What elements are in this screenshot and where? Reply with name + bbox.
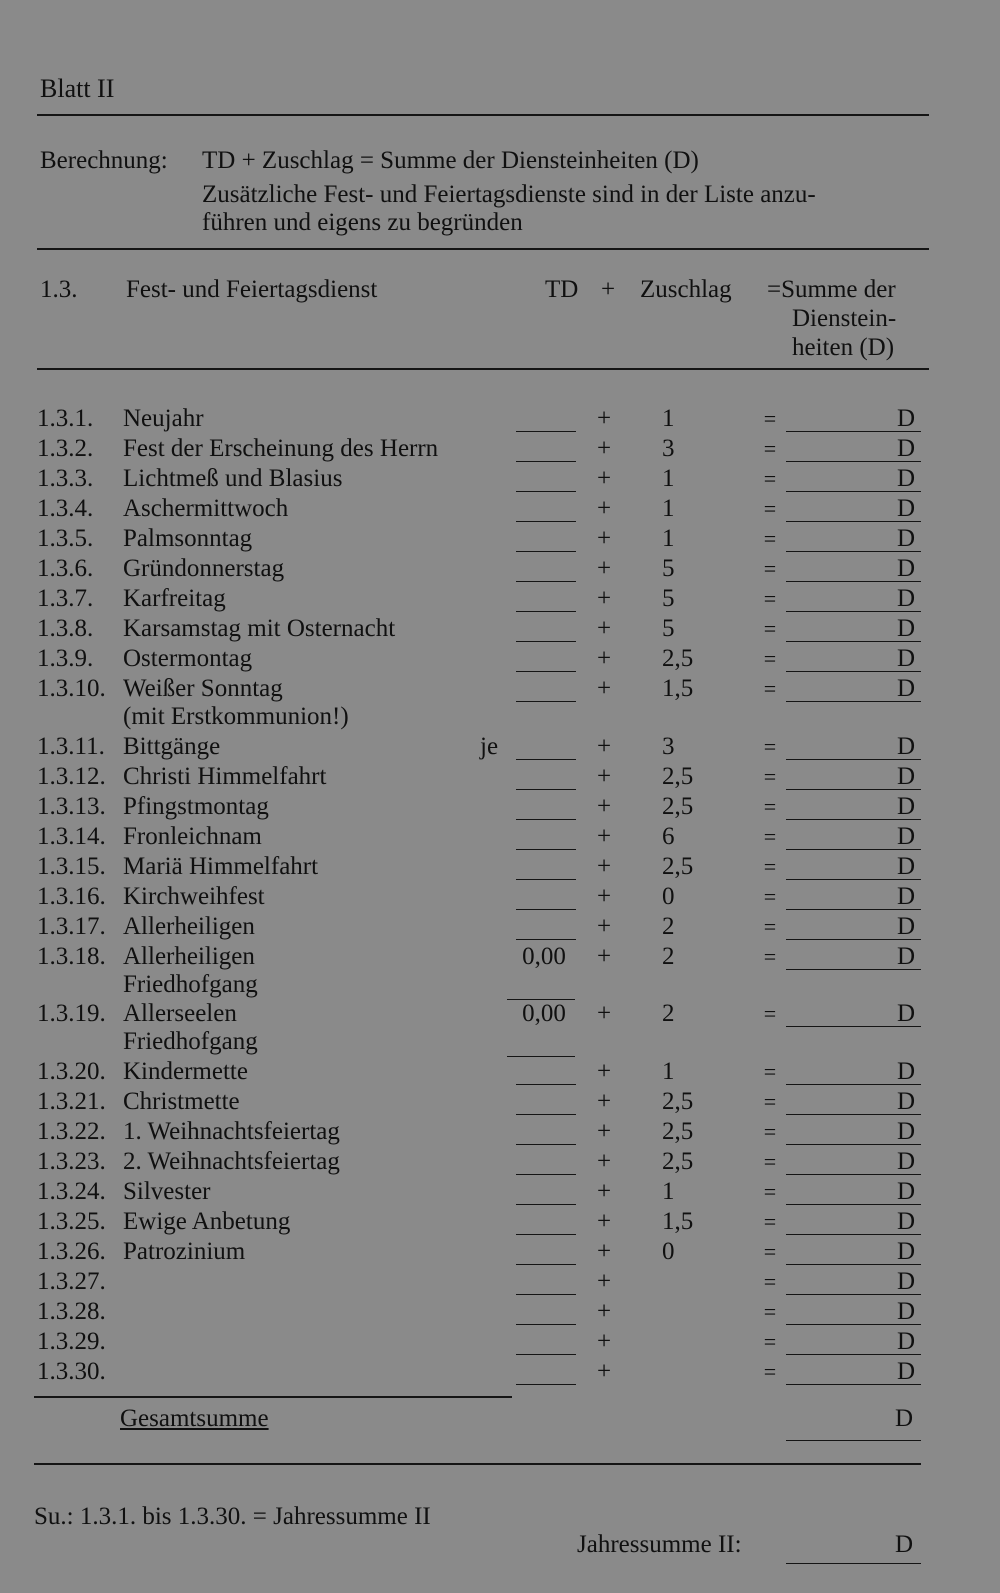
- zuschlag-value: 2,5: [662, 1088, 694, 1115]
- divider: [37, 248, 929, 250]
- row-number: 1.3.13.: [37, 793, 106, 820]
- row-label: Bittgänge: [123, 733, 221, 760]
- sum-input-field[interactable]: [786, 789, 921, 790]
- row-label: 1. Weihnachtsfeiertag: [123, 1118, 340, 1145]
- section-number: 1.3.: [40, 276, 78, 303]
- divider: [37, 114, 929, 116]
- equals-sign: =: [763, 526, 777, 551]
- equals-sign: =: [763, 884, 777, 909]
- table-row: [0, 494, 1000, 524]
- row-label: Allerheiligen: [123, 943, 255, 970]
- row-number: 1.3.23.: [37, 1148, 106, 1175]
- sum-input-field[interactable]: [786, 491, 921, 492]
- td-input-field[interactable]: [516, 879, 576, 880]
- table-row: [0, 792, 1000, 822]
- table-row: [0, 584, 1000, 614]
- table-row: [0, 762, 1000, 792]
- row-number: 1.3.21.: [37, 1088, 106, 1115]
- td-input-field[interactable]: [516, 1174, 576, 1175]
- sum-input-field[interactable]: [786, 969, 921, 970]
- equals-sign: =: [763, 1149, 777, 1174]
- sum-input-field[interactable]: [786, 1174, 921, 1175]
- td-input-field[interactable]: [516, 1354, 576, 1355]
- unit-label: D: [896, 435, 915, 462]
- td-input-field[interactable]: [516, 909, 576, 910]
- divider: [34, 1396, 512, 1398]
- row-label: Silvester: [123, 1178, 211, 1205]
- sum-input-field[interactable]: [786, 1234, 921, 1235]
- zuschlag-value: 2,5: [662, 793, 694, 820]
- sum-input-field[interactable]: [786, 909, 921, 910]
- row-number: 1.3.9.: [37, 645, 94, 672]
- plus-sign: +: [596, 675, 612, 702]
- calc-note-line2: führen und eigens zu begründen: [202, 209, 523, 236]
- row-number: 1.3.3.: [37, 465, 94, 492]
- sum-input-field[interactable]: [786, 521, 921, 522]
- row-number: 1.3.22.: [37, 1118, 106, 1145]
- unit-label: D: [896, 853, 915, 880]
- td-input-field[interactable]: [516, 491, 576, 492]
- unit-label: D: [896, 943, 915, 970]
- unit-label: D: [896, 763, 915, 790]
- table-row: [0, 1087, 1000, 1117]
- sheet-title: Blatt II: [40, 74, 115, 103]
- row-number: 1.3.8.: [37, 615, 94, 642]
- td-input-field[interactable]: [516, 581, 576, 582]
- row-label: Karsamstag mit Osternacht: [123, 615, 396, 642]
- td-input-field[interactable]: [516, 641, 576, 642]
- plus-sign: +: [596, 555, 612, 582]
- sum-input-field[interactable]: [786, 1144, 921, 1145]
- table-row: [0, 882, 1000, 912]
- plus-sign: +: [596, 405, 612, 432]
- calc-formula: TD + Zuschlag = Summe der Diensteinheiten (D): [202, 147, 699, 174]
- plus-sign: +: [596, 763, 612, 790]
- sum-input-field[interactable]: [786, 581, 921, 582]
- td-input-field[interactable]: [516, 611, 576, 612]
- plus-sign: +: [596, 1118, 612, 1145]
- unit-label: D: [896, 1238, 915, 1265]
- row-label: Kindermette: [123, 1058, 248, 1085]
- sum-input-field[interactable]: [786, 879, 921, 880]
- sum-input-field[interactable]: [786, 641, 921, 642]
- unit-label: D: [896, 823, 915, 850]
- column-header-sum-line2: Dienstein-: [792, 305, 897, 332]
- row-je: je: [480, 733, 499, 760]
- row-label: Ostermontag: [123, 645, 253, 672]
- sum-input-field[interactable]: [786, 1324, 921, 1325]
- plus-sign: +: [596, 645, 612, 672]
- row-number: 1.3.4.: [37, 495, 94, 522]
- sum-input-field[interactable]: [786, 1354, 921, 1355]
- plus-sign: +: [596, 1088, 612, 1115]
- td-input-field[interactable]: [516, 1294, 576, 1295]
- table-row: [0, 852, 1000, 882]
- plus-sign: +: [596, 883, 612, 910]
- td-input-field[interactable]: [516, 1114, 576, 1115]
- row-number: 1.3.6.: [37, 555, 94, 582]
- equals-sign: =: [763, 1299, 777, 1324]
- td-input-field[interactable]: [516, 1234, 576, 1235]
- row-number: 1.3.29.: [37, 1328, 106, 1355]
- td-input-field[interactable]: [516, 819, 576, 820]
- unit-label: D: [896, 645, 915, 672]
- equals-sign: =: [763, 1239, 777, 1264]
- table-row: [0, 1057, 1000, 1087]
- unit-label: D: [896, 1000, 915, 1027]
- equals-sign: =: [763, 1269, 777, 1294]
- unit-label: D: [896, 1358, 915, 1385]
- column-header-sum: =Summe der: [767, 276, 896, 303]
- plus-sign: +: [596, 495, 612, 522]
- row-label: Weißer Sonntag: [123, 675, 283, 702]
- table-row: [0, 942, 1000, 972]
- sum-input-field[interactable]: [786, 1264, 921, 1265]
- column-header-plus: +: [601, 276, 616, 303]
- plus-sign: +: [596, 525, 612, 552]
- row-number: 1.3.30.: [37, 1358, 106, 1385]
- td-input-field[interactable]: [516, 849, 576, 850]
- zuschlag-value: 1: [662, 465, 675, 492]
- row-label: Christi Himmelfahrt: [123, 763, 327, 790]
- table-row: [0, 1117, 1000, 1147]
- zuschlag-value: 5: [662, 615, 675, 642]
- unit-label: D: [896, 405, 915, 432]
- annual-sum-unit: D: [895, 1531, 914, 1558]
- plus-sign: +: [596, 733, 612, 760]
- table-row: [0, 732, 1000, 762]
- table-row: [0, 1297, 1000, 1327]
- equals-sign: =: [763, 794, 777, 819]
- unit-label: D: [896, 913, 915, 940]
- equals-sign: =: [763, 1209, 777, 1234]
- unit-label: D: [896, 615, 915, 642]
- plus-sign: +: [596, 823, 612, 850]
- plus-sign: +: [596, 853, 612, 880]
- zuschlag-value: 2,5: [662, 645, 694, 672]
- zuschlag-value: 0: [662, 1238, 675, 1265]
- zuschlag-value: 1: [662, 405, 675, 432]
- equals-sign: =: [763, 406, 777, 431]
- sum-input-field[interactable]: [786, 1294, 921, 1295]
- zuschlag-value: 3: [662, 733, 675, 760]
- unit-label: D: [896, 1058, 915, 1085]
- table-row: [0, 1327, 1000, 1357]
- plus-sign: +: [596, 1298, 612, 1325]
- row-label: Ewige Anbetung: [123, 1208, 291, 1235]
- table-row: [0, 1267, 1000, 1297]
- unit-label: D: [896, 1178, 915, 1205]
- total-unit: D: [895, 1405, 914, 1432]
- zuschlag-value: 2,5: [662, 1148, 694, 1175]
- row-label: Lichtmeß und Blasius: [123, 465, 343, 492]
- zuschlag-value: 2,5: [662, 853, 694, 880]
- row-label-line2: (mit Erstkommunion!): [123, 703, 349, 730]
- row-label: Patrozinium: [123, 1238, 246, 1265]
- td-input-field[interactable]: [516, 1084, 576, 1085]
- annual-sum-field[interactable]: [786, 1563, 921, 1564]
- row-number: 1.3.5.: [37, 525, 94, 552]
- row-number: 1.3.16.: [37, 883, 106, 910]
- td-input-field[interactable]: [516, 671, 576, 672]
- row-label: Kirchweihfest: [123, 883, 265, 910]
- sum-input-field[interactable]: [786, 1384, 921, 1385]
- equals-sign: =: [763, 1001, 777, 1026]
- sum-input-field[interactable]: [786, 1204, 921, 1205]
- equals-sign: =: [763, 1179, 777, 1204]
- table-row: [0, 1357, 1000, 1387]
- td-input-field[interactable]: [516, 1324, 576, 1325]
- unit-label: D: [896, 1328, 915, 1355]
- row-label: Neujahr: [123, 405, 204, 432]
- plus-sign: +: [596, 1178, 612, 1205]
- zuschlag-value: 1: [662, 1058, 675, 1085]
- row-label: Allerseelen: [123, 1000, 237, 1027]
- row-number: 1.3.7.: [37, 585, 94, 612]
- zuschlag-value: 1: [662, 525, 675, 552]
- plus-sign: +: [596, 943, 612, 970]
- total-sum-field[interactable]: [786, 1440, 921, 1441]
- row-number: 1.3.27.: [37, 1268, 106, 1295]
- table-row: [0, 614, 1000, 644]
- sum-input-field[interactable]: [786, 1114, 921, 1115]
- table-row-continuation: [0, 702, 1000, 732]
- zuschlag-value: 5: [662, 585, 675, 612]
- sum-input-field[interactable]: [786, 819, 921, 820]
- td-input-field[interactable]: [516, 1144, 576, 1145]
- row-number: 1.3.1.: [37, 405, 94, 432]
- plus-sign: +: [596, 1328, 612, 1355]
- sum-input-field[interactable]: [786, 551, 921, 552]
- unit-label: D: [896, 585, 915, 612]
- zuschlag-value: 2,5: [662, 763, 694, 790]
- sum-input-field[interactable]: [786, 431, 921, 432]
- plus-sign: +: [596, 793, 612, 820]
- plus-sign: +: [596, 913, 612, 940]
- row-number: 1.3.28.: [37, 1298, 106, 1325]
- equals-sign: =: [763, 1119, 777, 1144]
- td-input-field[interactable]: [516, 1204, 576, 1205]
- unit-label: D: [896, 733, 915, 760]
- zuschlag-value: 5: [662, 555, 675, 582]
- divider: [34, 1463, 921, 1465]
- equals-sign: =: [763, 824, 777, 849]
- row-number: 1.3.24.: [37, 1178, 106, 1205]
- sum-input-field[interactable]: [786, 1084, 921, 1085]
- row-label: Gründonnerstag: [123, 555, 285, 582]
- row-label: Fronleichnam: [123, 823, 262, 850]
- table-row: [0, 404, 1000, 434]
- column-header-sum-line3: heiten (D): [792, 334, 895, 361]
- sum-input-field[interactable]: [786, 611, 921, 612]
- table-row: [0, 434, 1000, 464]
- plus-sign: +: [596, 615, 612, 642]
- table-row: [0, 464, 1000, 494]
- row-number: 1.3.26.: [37, 1238, 106, 1265]
- unit-label: D: [896, 793, 915, 820]
- unit-label: D: [896, 525, 915, 552]
- plus-sign: +: [596, 435, 612, 462]
- equals-sign: =: [763, 1329, 777, 1354]
- row-number: 1.3.14.: [37, 823, 106, 850]
- row-label: 2. Weihnachtsfeiertag: [123, 1148, 340, 1175]
- row-number: 1.3.20.: [37, 1058, 106, 1085]
- row-label: Christmette: [123, 1088, 240, 1115]
- table-row: [0, 912, 1000, 942]
- sum-note: Su.: 1.3.1. bis 1.3.30. = Jahressumme II: [34, 1503, 431, 1530]
- equals-sign: =: [763, 734, 777, 759]
- unit-label: D: [896, 1298, 915, 1325]
- table-row-continuation: [0, 970, 1000, 1000]
- unit-label: D: [896, 1148, 915, 1175]
- sum-input-field[interactable]: [786, 939, 921, 940]
- equals-sign: =: [763, 1089, 777, 1114]
- td-input-field[interactable]: [516, 1384, 576, 1385]
- table-row-continuation: [0, 1027, 1000, 1057]
- zuschlag-value: 3: [662, 435, 675, 462]
- divider: [37, 368, 929, 370]
- row-number: 1.3.25.: [37, 1208, 106, 1235]
- td-input-field[interactable]: [516, 789, 576, 790]
- plus-sign: +: [596, 1148, 612, 1175]
- plus-sign: +: [596, 1000, 612, 1027]
- row-number: 1.3.15.: [37, 853, 106, 880]
- equals-sign: =: [763, 944, 777, 969]
- unit-label: D: [896, 1088, 915, 1115]
- calc-note-line1: Zusätzliche Fest- und Feiertagsdienste sind in der Liste anzu-: [202, 181, 816, 208]
- unit-label: D: [896, 495, 915, 522]
- sum-input-field[interactable]: [786, 759, 921, 760]
- row-label: Mariä Himmelfahrt: [123, 853, 319, 880]
- table-row: [0, 1147, 1000, 1177]
- zuschlag-value: 2: [662, 1000, 675, 1027]
- zuschlag-value: 0: [662, 883, 675, 910]
- row-number: 1.3.2.: [37, 435, 94, 462]
- td-input-field[interactable]: [516, 431, 576, 432]
- unit-label: D: [896, 1268, 915, 1295]
- td-input-field[interactable]: [516, 939, 576, 940]
- unit-label: D: [896, 1118, 915, 1145]
- unit-label: D: [896, 465, 915, 492]
- table-row: [0, 822, 1000, 852]
- zuschlag-value: 1,5: [662, 675, 694, 702]
- annual-sum-label: Jahressumme II:: [577, 1531, 742, 1558]
- unit-label: D: [896, 1208, 915, 1235]
- row-label: Karfreitag: [123, 585, 226, 612]
- td-input-field[interactable]: [516, 701, 576, 702]
- plus-sign: +: [596, 1238, 612, 1265]
- row-number: 1.3.12.: [37, 763, 106, 790]
- zuschlag-value: 6: [662, 823, 675, 850]
- row-label: Allerheiligen: [123, 913, 255, 940]
- td-input-field[interactable]: [516, 551, 576, 552]
- row-number: 1.3.17.: [37, 913, 106, 940]
- row-number: 1.3.11.: [37, 733, 105, 760]
- total-label: Gesamtsumme: [120, 1405, 269, 1432]
- zuschlag-value: 2: [662, 913, 675, 940]
- table-row: [0, 644, 1000, 674]
- zuschlag-value: 2,5: [662, 1118, 694, 1145]
- equals-sign: =: [763, 914, 777, 939]
- equals-sign: =: [763, 436, 777, 461]
- row-number: 1.3.18.: [37, 943, 106, 970]
- equals-sign: =: [763, 586, 777, 611]
- td-input-field[interactable]: [516, 521, 576, 522]
- td-value: 0,00: [522, 943, 566, 970]
- table-row: [0, 1207, 1000, 1237]
- row-number: 1.3.19.: [37, 1000, 106, 1027]
- plus-sign: +: [596, 1358, 612, 1385]
- plus-sign: +: [596, 1058, 612, 1085]
- plus-sign: +: [596, 1268, 612, 1295]
- sum-input-field[interactable]: [786, 849, 921, 850]
- table-row: [0, 674, 1000, 704]
- zuschlag-value: 1: [662, 1178, 675, 1205]
- sum-input-field[interactable]: [786, 1026, 921, 1027]
- column-header-zuschlag: Zuschlag: [640, 276, 732, 303]
- zuschlag-value: 1,5: [662, 1208, 694, 1235]
- column-header-td: TD: [545, 276, 579, 303]
- row-label-line2: Friedhofgang: [123, 1028, 258, 1055]
- plus-sign: +: [596, 465, 612, 492]
- unit-label: D: [896, 555, 915, 582]
- td-input-field[interactable]: [516, 461, 576, 462]
- unit-label: D: [896, 675, 915, 702]
- sum-input-field[interactable]: [786, 671, 921, 672]
- zuschlag-value: 2: [662, 943, 675, 970]
- equals-sign: =: [763, 764, 777, 789]
- table-row: [0, 1237, 1000, 1267]
- table-row: [0, 524, 1000, 554]
- zuschlag-value: 1: [662, 495, 675, 522]
- td-input-field[interactable]: [516, 1264, 576, 1265]
- equals-sign: =: [763, 676, 777, 701]
- row-label-line2: Friedhofgang: [123, 971, 258, 998]
- calc-label: Berechnung:: [40, 147, 168, 174]
- table-row: [0, 999, 1000, 1029]
- plus-sign: +: [596, 1208, 612, 1235]
- td-input-field[interactable]: [516, 759, 576, 760]
- sum-input-field[interactable]: [786, 461, 921, 462]
- equals-sign: =: [763, 616, 777, 641]
- section-title: Fest- und Feiertagsdienst: [126, 276, 378, 303]
- row-label: Fest der Erscheinung des Herrn: [123, 435, 439, 462]
- equals-sign: =: [763, 1359, 777, 1384]
- row-number: 1.3.10.: [37, 675, 106, 702]
- equals-sign: =: [763, 556, 777, 581]
- row-label: Palmsonntag: [123, 525, 253, 552]
- equals-sign: =: [763, 1059, 777, 1084]
- equals-sign: =: [763, 466, 777, 491]
- row-label: Aschermittwoch: [123, 495, 289, 522]
- equals-sign: =: [763, 646, 777, 671]
- td-value: 0,00: [522, 1000, 566, 1027]
- equals-sign: =: [763, 854, 777, 879]
- row-label: Pfingstmontag: [123, 793, 269, 820]
- table-row: [0, 554, 1000, 584]
- sum-input-field[interactable]: [786, 701, 921, 702]
- table-row: [0, 1177, 1000, 1207]
- equals-sign: =: [763, 496, 777, 521]
- plus-sign: +: [596, 585, 612, 612]
- unit-label: D: [896, 883, 915, 910]
